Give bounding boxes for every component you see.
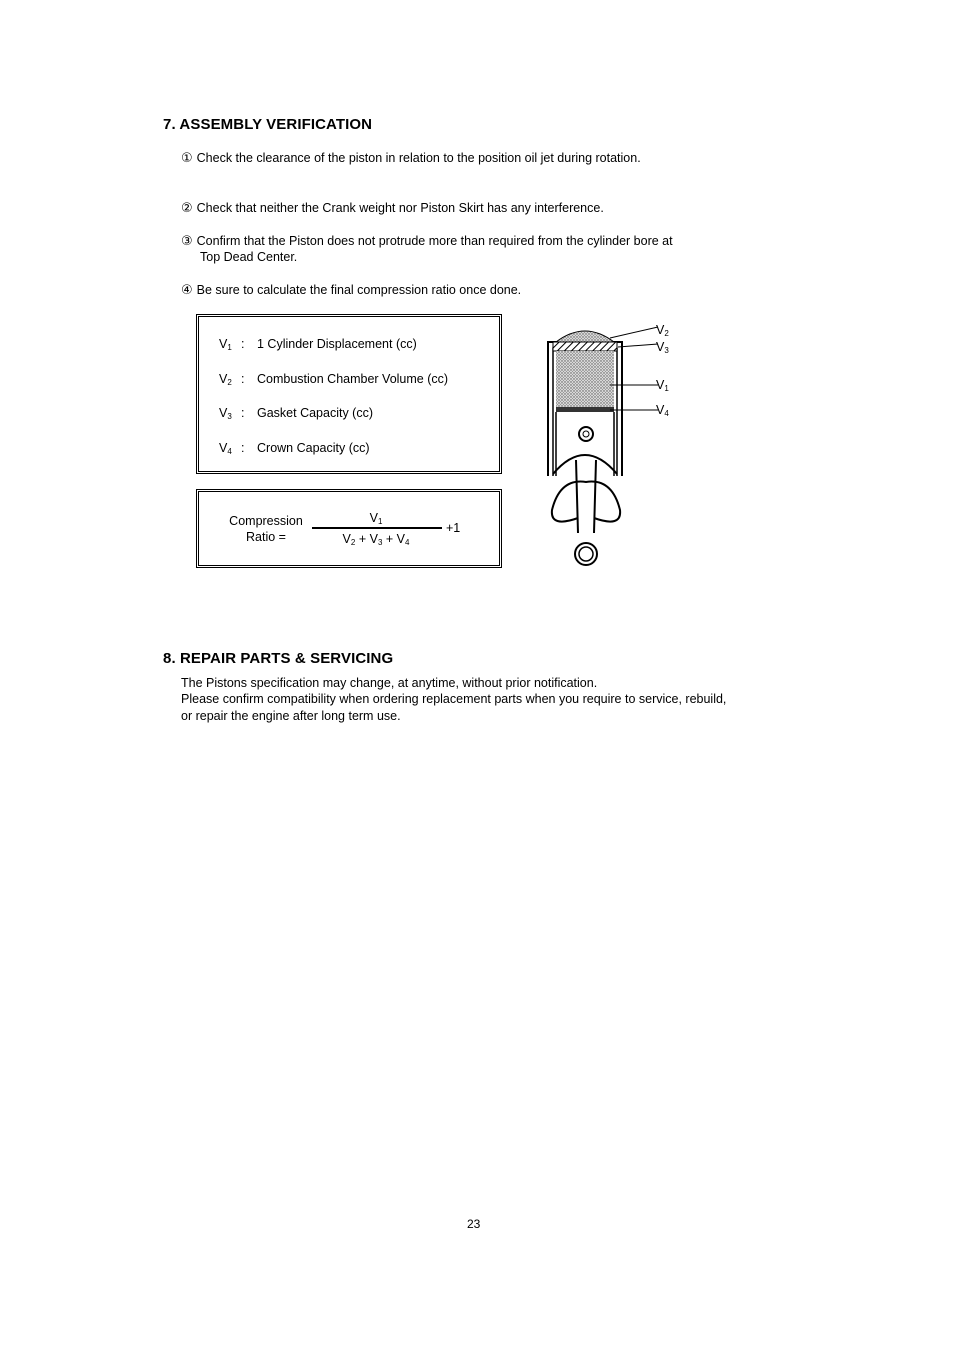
step-3 (181, 233, 673, 250)
step-2-number: ② (181, 201, 193, 216)
formula-label-line1: Compression (229, 514, 303, 528)
crank-pin (579, 547, 593, 561)
variable-symbol: $V_3$ (219, 406, 232, 421)
page-number: 23 (467, 1217, 481, 1231)
displacement-v1 (556, 351, 614, 409)
variable-row-v1 (219, 337, 417, 352)
step-4-number: ④ (181, 283, 193, 298)
variable-description: Combustion Chamber Volume (cc) (257, 372, 449, 386)
step-3-number: ③ (181, 234, 193, 249)
step-1-text: Check the clearance of the piston in relation to the position oil jet during rotation. (196, 151, 641, 165)
piston-crown-v4 (556, 407, 614, 412)
section-8-line-3: or repair the engine after long term use. (181, 709, 401, 723)
variable-symbol: $V_1$ (219, 337, 232, 352)
combustion-chamber-v2 (556, 331, 614, 342)
variable-row-v3 (219, 406, 373, 421)
step-3-text: Confirm that the Piston does not protrude more than required from the cylinder bore at (196, 234, 673, 248)
step-1-number: ① (181, 151, 193, 166)
connecting-rod (576, 460, 596, 533)
section-8-heading: 8. REPAIR PARTS & SERVICING (163, 650, 394, 667)
piston-pin (579, 427, 593, 441)
formula-numerator: $V_1$ (369, 511, 383, 526)
variable-definitions-box (196, 314, 502, 474)
step-4-text: Be sure to calculate the final compression ratio once done. (196, 283, 522, 297)
variable-description: 1 Cylinder Displacement (cc) (257, 337, 417, 351)
section-8-line-2: Please confirm compatibility when ordering replacement parts when you require to service, rebuild, (181, 692, 727, 706)
variable-symbol: $V_2$ (219, 372, 232, 387)
formula-label (221, 513, 311, 545)
section-8-line-1: The Pistons specification may change, at anytime, without prior notification. (181, 676, 598, 690)
diagram-label-v2: $V_2$ (656, 323, 669, 338)
variable-colon: : (241, 372, 245, 386)
crank-weight (552, 482, 620, 522)
fraction-bar (312, 527, 442, 529)
gasket-v3 (553, 342, 617, 351)
variable-description: Crown Capacity (cc) (257, 441, 370, 455)
formula-label-line2: Ratio = (246, 530, 286, 544)
variable-description: Gasket Capacity (cc) (257, 406, 374, 420)
formula-denominator: $V_2 + V_3 + V_4$ (342, 532, 410, 547)
step-3-text-line2: Top Dead Center. (200, 250, 298, 264)
variable-colon: : (241, 441, 245, 455)
step-2 (181, 200, 604, 217)
variable-row-v4 (219, 441, 370, 456)
diagram-label-v4: $V_4$ (656, 403, 669, 418)
compression-ratio-formula-box (196, 489, 502, 568)
step-1 (181, 150, 641, 167)
diagram-label-v3: $V_3$ (656, 340, 669, 355)
formula-plus-one: +1 (446, 521, 461, 535)
diagram-label-v1: $V_1$ (656, 378, 669, 393)
variable-colon: : (241, 337, 245, 351)
variable-symbol: $V_4$ (219, 441, 232, 456)
variable-row-v2 (219, 372, 448, 387)
step-4 (181, 282, 521, 299)
step-2-text: Check that neither the Crank weight nor Piston Skirt has any interference. (196, 201, 604, 215)
section-7-heading: 7. ASSEMBLY VERIFICATION (163, 116, 373, 133)
variable-colon: : (241, 406, 245, 420)
